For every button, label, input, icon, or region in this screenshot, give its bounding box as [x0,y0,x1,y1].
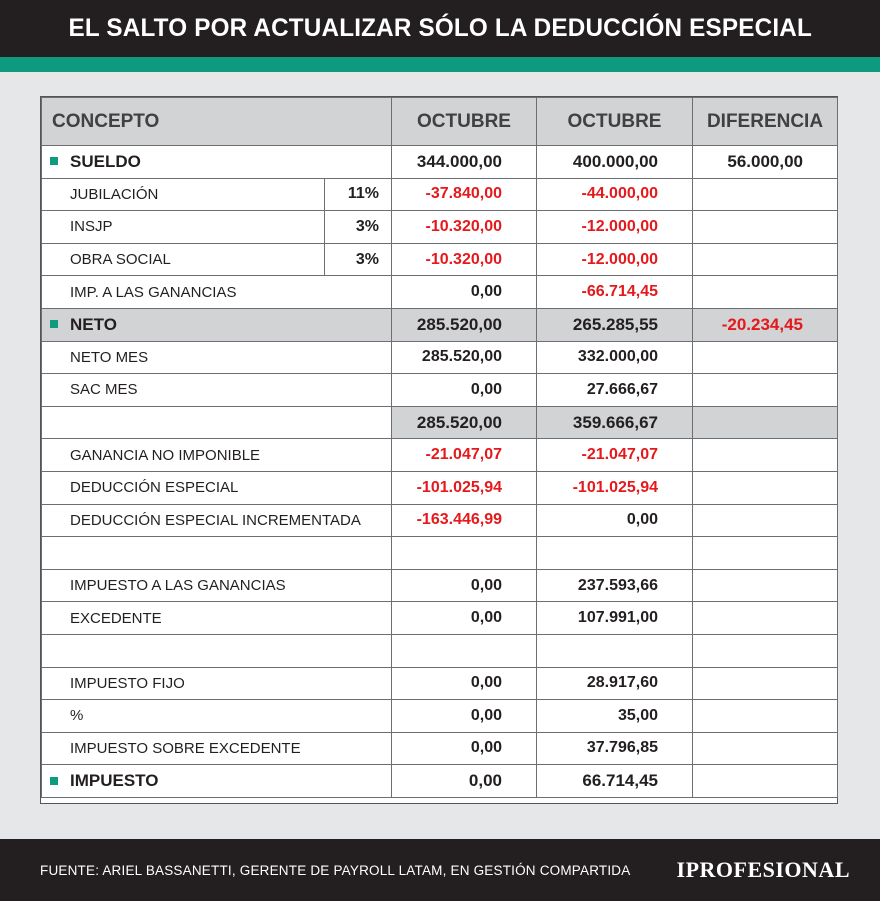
row-label: NETO [70,314,117,334]
value-octubre-1: 0,00 [392,667,537,700]
row-label: IMP. A LAS GANANCIAS [42,276,392,309]
value-diferencia [693,732,838,765]
row-label-cell [42,146,392,179]
row-excedente [42,602,838,635]
value-octubre-2: -12.000,00 [537,211,693,244]
row-label: IMPUESTO A LAS GANANCIAS [42,569,392,602]
page-title: EL SALTO POR ACTUALIZAR SÓLO LA DEDUCCIÓN ESPECIAL [68,14,812,42]
value-octubre-2: 107.991,00 [537,602,693,635]
row-label: SAC MES [42,374,392,407]
row-impuesto [42,765,838,798]
value-octubre-2: 400.000,00 [537,146,693,179]
value-octubre-1: -21.047,07 [392,439,537,472]
value-diferencia [693,700,838,733]
value-octubre-2: 237.593,66 [537,569,693,602]
value-octubre-1: -101.025,94 [392,471,537,504]
bullet-icon [50,777,58,785]
value-diferencia [693,341,838,374]
value-octubre-2: 332.000,00 [537,341,693,374]
row-sueldo [42,146,838,179]
row-percent: 3% [325,243,392,276]
value-octubre-1: 0,00 [392,374,537,407]
row-sac-mes [42,374,838,407]
row-deduccion-especial [42,471,838,504]
value-octubre-1: 0,00 [392,602,537,635]
value-octubre-1: 0,00 [392,569,537,602]
value-diferencia [693,667,838,700]
accent-stripe [0,57,880,72]
value-octubre-2: 265.285,55 [537,308,693,341]
row-jubilacion [42,178,838,211]
value-octubre-2: -44.000,00 [537,178,693,211]
value-octubre-1: -37.840,00 [392,178,537,211]
row-label: GANANCIA NO IMPONIBLE [42,439,392,472]
value-diferencia [693,504,838,537]
row-label: OBRA SOCIAL [42,243,325,276]
comparison-table [40,96,838,804]
brand-logo: IPROFESIONAL [676,857,850,882]
bullet-icon [50,157,58,165]
row-label: IMPUESTO FIJO [42,667,392,700]
value-diferencia: 56.000,00 [693,146,838,179]
header-diferencia: DIFERENCIA [693,98,838,146]
value-octubre-1: 285.520,00 [392,341,537,374]
value-diferencia [693,471,838,504]
row-label: DEDUCCIÓN ESPECIAL [42,471,392,504]
row-porcentaje [42,700,838,733]
value-octubre-1: 285.520,00 [392,406,537,439]
value-diferencia [693,276,838,309]
value-octubre-1: -163.446,99 [392,504,537,537]
value-diferencia [693,374,838,407]
row-label [42,406,392,439]
value-diferencia [693,211,838,244]
header-concepto: CONCEPTO [42,98,392,146]
row-ganancia-no-imponible [42,439,838,472]
value-octubre-2: 35,00 [537,700,693,733]
value-octubre-1: -10.320,00 [392,243,537,276]
value-diferencia [693,569,838,602]
row-percent: 11% [325,178,392,211]
value-octubre-1: 344.000,00 [392,146,537,179]
row-empty [42,634,838,667]
value-diferencia [693,178,838,211]
value-diferencia [693,765,838,798]
header-octubre-1: OCTUBRE [392,98,537,146]
value-octubre-2: -12.000,00 [537,243,693,276]
row-label: IMPUESTO SOBRE EXCEDENTE [42,732,392,765]
row-label: DEDUCCIÓN ESPECIAL INCREMENTADA [42,504,392,537]
header-bar [0,0,880,57]
row-label-cell [42,308,392,341]
value-octubre-2: -21.047,07 [537,439,693,472]
row-percent: 3% [325,211,392,244]
table-header-row [42,98,838,146]
row-label: IMPUESTO [70,771,159,791]
row-obra-social [42,243,838,276]
value-octubre-2: 37.796,85 [537,732,693,765]
row-label: % [42,700,392,733]
bullet-icon [50,320,58,328]
header-octubre-2: OCTUBRE [537,98,693,146]
value-octubre-1: 0,00 [392,276,537,309]
row-deduccion-incrementada [42,504,838,537]
source-credit: FUENTE: ARIEL BASSANETTI, GERENTE DE PAYROLL LATAM, EN GESTIÓN COMPARTIDA [40,862,631,878]
row-label: JUBILACIÓN [42,178,325,211]
row-neto-mes [42,341,838,374]
value-octubre-1: 0,00 [392,765,537,798]
row-impuesto-excedente [42,732,838,765]
row-imp-ganancias [42,276,838,309]
value-diferencia [693,602,838,635]
value-diferencia: -20.234,45 [693,308,838,341]
value-octubre-2: 27.666,67 [537,374,693,407]
value-octubre-2: 66.714,45 [537,765,693,798]
row-insjp [42,211,838,244]
row-empty [42,537,838,570]
row-impuesto-ganancias [42,569,838,602]
value-octubre-2: 0,00 [537,504,693,537]
value-octubre-2: -101.025,94 [537,471,693,504]
value-octubre-1: 0,00 [392,700,537,733]
row-label: INSJP [42,211,325,244]
row-neto [42,308,838,341]
row-subtotal [42,406,838,439]
value-octubre-1: -10.320,00 [392,211,537,244]
row-label: SUELDO [70,151,141,171]
value-diferencia [693,439,838,472]
value-diferencia [693,406,838,439]
footer-bar [0,839,880,901]
row-label: NETO MES [42,341,392,374]
value-octubre-2: 28.917,60 [537,667,693,700]
value-diferencia [693,243,838,276]
value-octubre-2: 359.666,67 [537,406,693,439]
row-label: EXCEDENTE [42,602,392,635]
value-octubre-2: -66.714,45 [537,276,693,309]
row-label-cell [42,765,392,798]
value-octubre-1: 0,00 [392,732,537,765]
value-octubre-1: 285.520,00 [392,308,537,341]
row-impuesto-fijo [42,667,838,700]
